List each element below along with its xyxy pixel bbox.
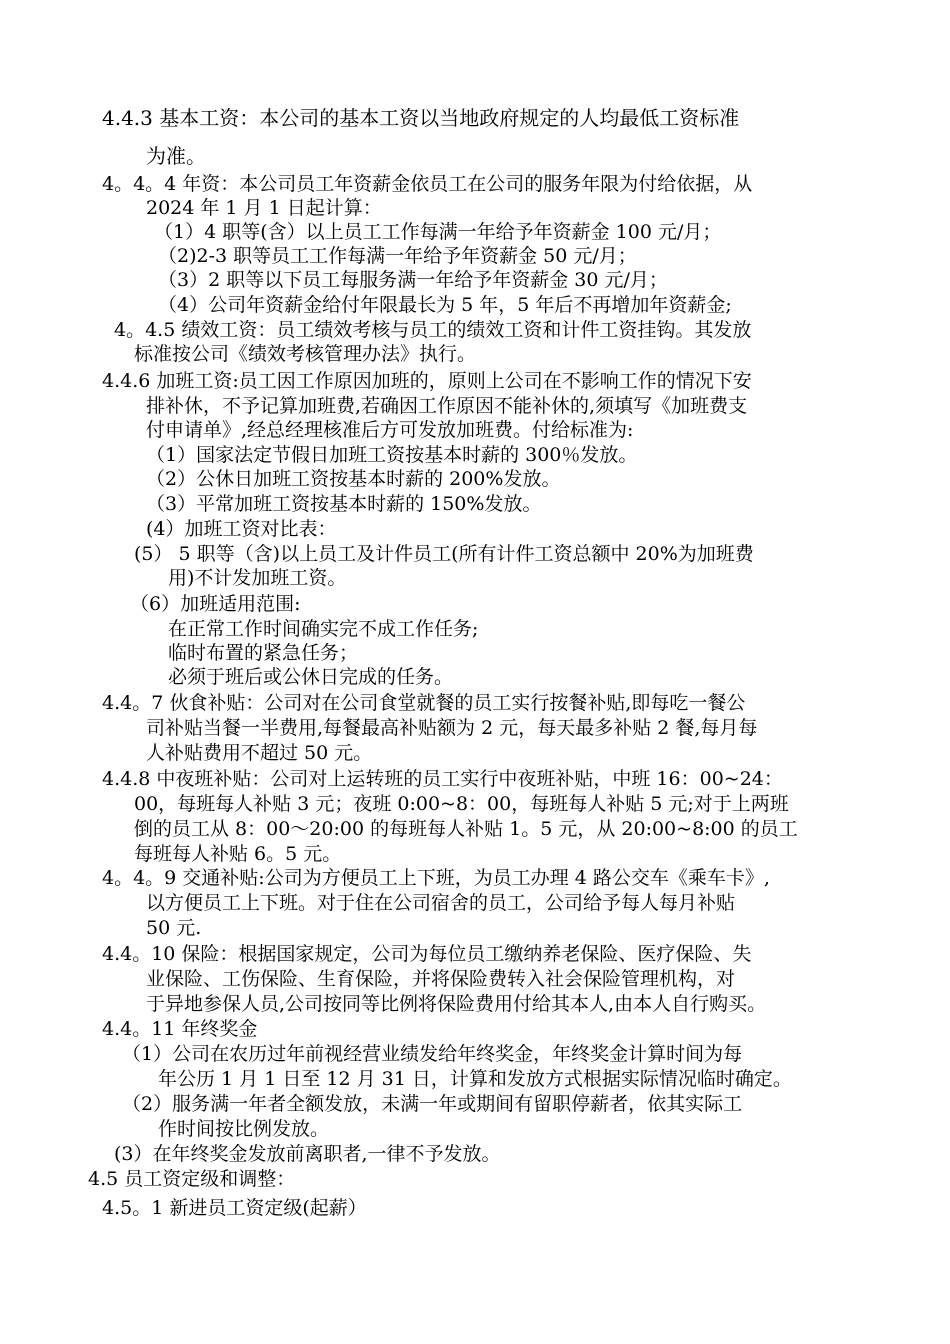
text-line: 用)不计发加班工资。 [168,567,347,589]
text-line: 于异地参保人员,公司按同等比例将保险费用付给其本人,由本人自行购买。 [146,993,767,1015]
text-line: 为准。 [146,144,206,168]
text-line: 2024 年 1 月 1 日起计算： [146,197,382,219]
text-line: (4）加班工资对比表： [146,518,337,540]
text-line: （3）平常加班工资按基本时薪的 150%发放。 [146,493,542,515]
text-line: 年公历 1 月 1 日至 12 月 31 日，计算和发放方式根据实际情况临时确定。 [158,1068,792,1090]
text-line: （3）2 职等以下员工每服务满一年给予年资薪金 30 元/月； [158,269,668,291]
text-line: 4。4。9 交通补贴:公司为方便员工上下班，为员工办理 4 路公交车《乘车卡》, [102,867,770,889]
text-line: 4.4。11 年终奖金 [102,1018,258,1040]
text-line: 作时间按比例发放。 [158,1118,330,1140]
text-line: 4.4.8 中夜班补贴：公司对上运转班的员工实行中夜班补贴，中班 16：00~24： [102,768,783,790]
text-line: 4.4.3 基本工资：本公司的基本工资以当地政府规定的人均最低工资标准 [102,106,740,130]
text-line: （2）公休日加班工资按基本时薪的 200%发放。 [146,468,561,490]
text-line: 4.4。7 伙食补贴：公司对在公司食堂就餐的员工实行按餐补贴,即每吃一餐公 [102,692,746,714]
text-line: 4。4.5 绩效工资：员工绩效考核与员工的绩效工资和计件工资挂钩。其发放 [114,319,752,341]
text-line: 排补休，不予记算加班费,若确因工作原因不能补休的,须填写《加班费支 [146,395,748,417]
text-line: 4.4。10 保险：根据国家规定，公司为每位员工缴纳养老保险、医疗保险、失 [102,943,752,965]
text-line: 4.4.6 加班工资:员工因工作原因加班的，原则上公司在不影响工作的情况下安 [102,370,752,392]
text-line: 在正常工作时间确实完不成工作任务; [168,618,479,640]
text-line: (3）在年终奖金发放前离职者,一律不予发放。 [114,1143,501,1165]
text-line: 每班每人补贴 6。5 元。 [134,843,342,865]
text-line: （2)2-3 职等员工工作每满一年给予年资薪金 50 元/月； [158,245,637,267]
text-line: （4）公司年资薪金给付年限最长为 5 年，5 年后不再增加年资薪金; [158,294,732,316]
text-line: 00，每班每人补贴 3 元；夜班 0:00~8：00，每班每人补贴 5 元;对于上两班 [134,793,789,815]
text-line: 临时布置的紧急任务； [168,642,359,664]
text-line: （2）服务满一年者全额发放，未满一年或期间有留职停薪者，依其实际工 [122,1093,743,1115]
text-line: 4。4。4 年资：本公司员工年资薪金依员工在公司的服务年限为付给依据，从 [102,173,753,195]
text-line: (5） 5 职等（含)以上员工及计件员工(所有计件工资总额中 20%为加班费 [134,543,754,565]
text-line: 付申请单》,经总经理核准后方可发放加班费。付给标准为: [146,419,634,441]
text-line: 4.5。1 新进员工资定级(起薪） [102,1197,367,1219]
text-line: （1）4 职等(含）以上员工工作每满一年给予年资薪金 100 元/月； [154,221,722,243]
text-line: 倒的员工从 8：00～20:00 的每班每人补贴 1。5 元，从 20:00~8:00 的员工 [134,818,798,840]
text-line: （1）公司在农历过年前视经营业绩发给年终奖金，年终奖金计算时间为每 [122,1043,743,1065]
text-line: 人补贴费用不超过 50 元。 [146,742,373,764]
text-line: 50 元. [146,917,202,939]
text-line: 标准按公司《绩效考核管理办法》执行。 [134,343,477,365]
text-line: 业保险、工伤保险、生育保险，并将保险费转入社会保险管理机构，对 [146,968,736,990]
text-line: 司补贴当餐一半费用,每餐最高补贴额为 2 元，每天最多补贴 2 餐,每月每 [146,717,758,739]
text-line: 必须于班后或公休日完成的任务。 [168,666,454,688]
text-line: 4.5 员工资定级和调整： [88,1168,296,1190]
text-line: （6）加班适用范围: [130,593,301,615]
text-line: （1）国家法定节假日加班工资按基本时薪的 300％发放。 [146,444,638,466]
text-line: 以方便员工上下班。对于住在公司宿舍的员工，公司给予每人每月补贴 [146,892,736,914]
